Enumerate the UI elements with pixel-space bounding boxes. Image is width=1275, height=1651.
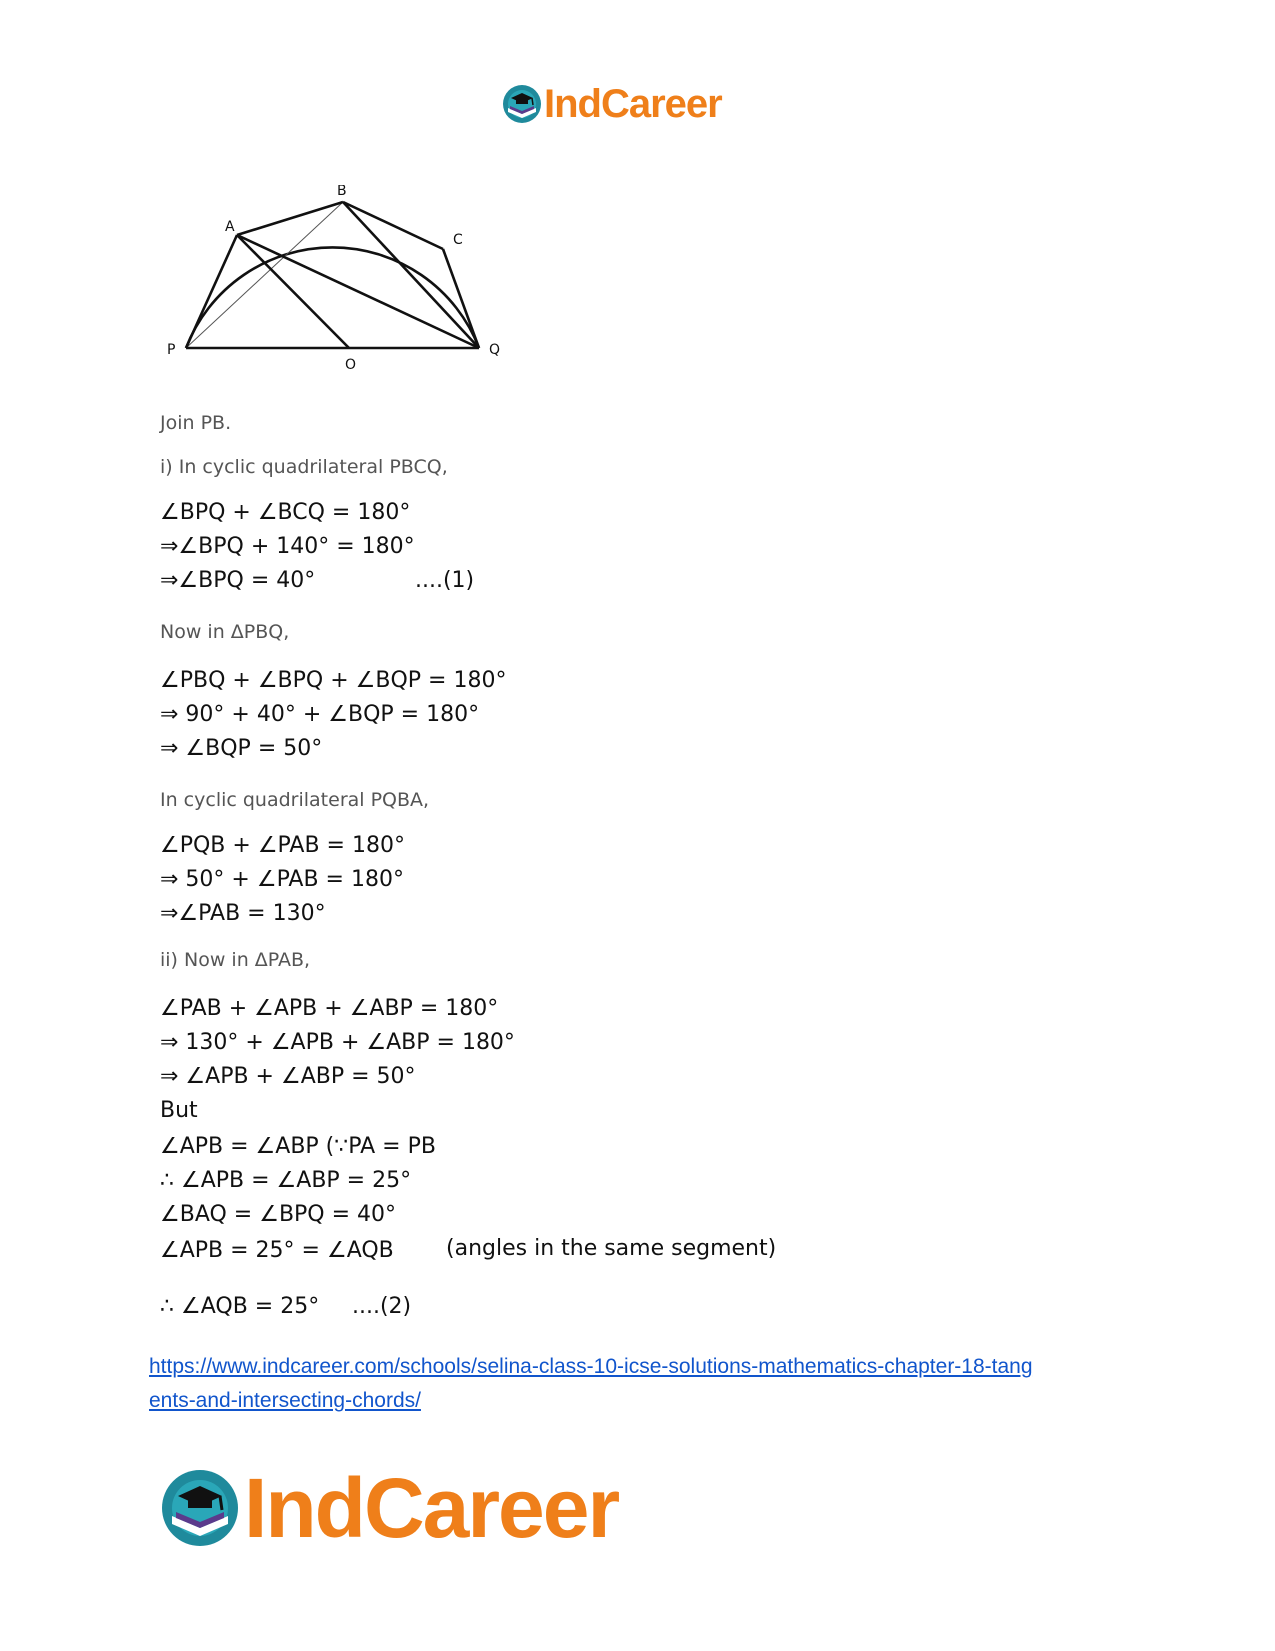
segment-ab <box>237 202 343 235</box>
source-link-line1[interactable]: https://www.indcareer.com/schools/selina-class-10-icse-solutions-mathematics-chapter-18-tang <box>149 1355 1033 1378</box>
logo-wordmark: IndCareer <box>544 82 722 126</box>
equation-line: ∠APB = 25° = ∠AQB <box>160 1238 394 1263</box>
step-heading-ii: ii) Now in ΔPAB, <box>160 949 311 971</box>
equation-line: ∠PQB + ∠PAB = 180° <box>160 833 405 858</box>
equation-line: ∴ ∠APB = ∠ABP = 25° <box>160 1168 412 1193</box>
source-link-line2[interactable]: ents-and-intersecting-chords/ <box>149 1389 421 1412</box>
equation-line: ⇒ 50° + ∠PAB = 180° <box>160 867 404 892</box>
step-heading: Now in ΔPBQ, <box>160 621 290 643</box>
label-q: Q <box>489 342 501 358</box>
equation-line: ⇒ 130° + ∠APB + ∠ABP = 180° <box>160 1030 515 1055</box>
segment-pa <box>186 235 237 348</box>
label-p: P <box>167 342 176 358</box>
label-o: O <box>345 357 357 373</box>
step-join-pb: Join PB. <box>160 412 232 434</box>
label-b: B <box>337 185 347 199</box>
graduation-book-icon <box>160 1468 240 1548</box>
graduation-book-icon <box>502 84 542 124</box>
semicircle-figure <box>165 185 525 390</box>
equation-line: ⇒∠BPQ = 40° <box>160 568 316 593</box>
equation-line: ∠BPQ + ∠BCQ = 180° <box>160 500 411 525</box>
equation-line: ⇒∠PAB = 130° <box>160 901 326 926</box>
segment-bq <box>343 202 479 348</box>
equation-line: ∠APB = ∠ABP (∵PA = PB <box>160 1134 436 1159</box>
equation-line: ⇒ ∠APB + ∠ABP = 50° <box>160 1064 416 1089</box>
equation-reason: (angles in the same segment) <box>446 1236 777 1261</box>
equation-tag: ....(2) <box>352 1294 412 1319</box>
equation-line: ∠PAB + ∠APB + ∠ABP = 180° <box>160 996 499 1021</box>
segment-bc <box>343 202 443 249</box>
indcareer-logo-bottom <box>160 1463 618 1553</box>
equation-line: ⇒∠BPQ + 140° = 180° <box>160 534 415 559</box>
equation-tag: ....(1) <box>415 568 475 593</box>
logo-wordmark: IndCareer <box>244 1461 619 1555</box>
segment-pb <box>186 202 343 348</box>
label-c: C <box>453 232 463 248</box>
equation-line: ⇒ ∠BQP = 50° <box>160 736 323 761</box>
step-heading-i: i) In cyclic quadrilateral PBCQ, <box>160 456 448 478</box>
step-heading: In cyclic quadrilateral PQBA, <box>160 789 430 811</box>
equation-line: ∴ ∠AQB = 25° <box>160 1294 320 1319</box>
equation-line: ⇒ 90° + 40° + ∠BQP = 180° <box>160 702 480 727</box>
equation-line: ∠PBQ + ∠BPQ + ∠BQP = 180° <box>160 668 507 693</box>
indcareer-logo-top <box>502 80 722 128</box>
label-a: A <box>225 219 235 235</box>
equation-line: ∠BAQ = ∠BPQ = 40° <box>160 1202 397 1227</box>
equation-line: But <box>160 1098 198 1123</box>
